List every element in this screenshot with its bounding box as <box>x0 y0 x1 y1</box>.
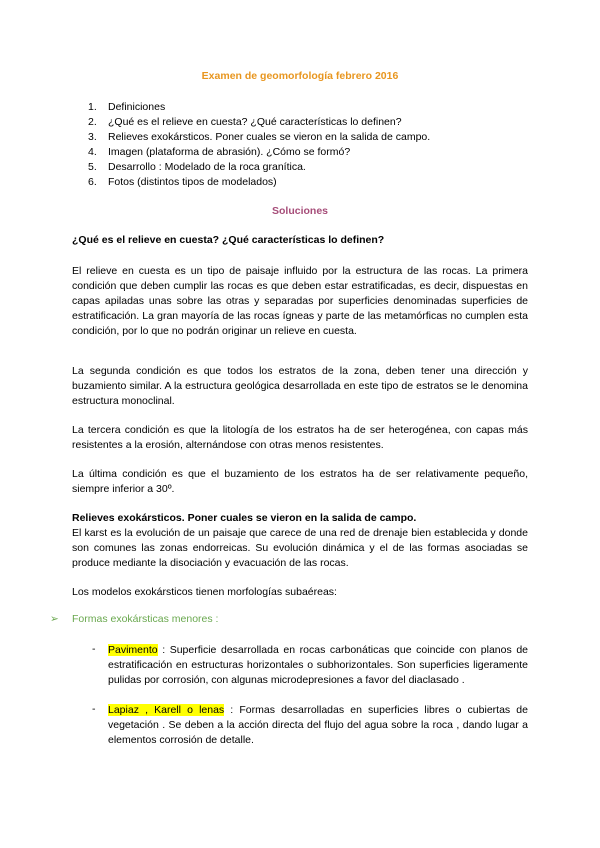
list-item <box>108 643 528 688</box>
paragraph: Los modelos exokársticos tienen morfologías subaéreas: <box>72 586 337 598</box>
list-item <box>88 115 430 130</box>
forms-heading-text: Formas exokársticas menores : <box>72 613 219 625</box>
list-text: Desarrollo : Modelado de la roca granítica. <box>108 161 306 173</box>
list-text: Fotos (distintos tipos de modelados) <box>108 176 277 188</box>
list-number: 4. <box>88 146 97 158</box>
list-number: 2. <box>88 116 97 128</box>
question-heading-cuesta: ¿Qué es el relieve en cuesta? ¿Qué características lo definen? <box>72 234 385 246</box>
paragraph: El relieve en cuesta es un tipo de paisaje influido por la estructura de las rocas. La primera condición que deben cumplir las rocas es que deben estar estratificadas, es decir, dispuestas en capas apiladas unas sobre las otras y separadas por superficies denominadas superficies de estratificación. La gran mayoría de las rocas ígneas y parte de las metamórficas no cumplen esta condición, por lo que no podrán originar un relieve en cuesta. <box>72 265 528 337</box>
list-text: Definiciones <box>108 101 166 113</box>
solutions-heading: Soluciones <box>271 205 328 217</box>
paragraph: La última condición es que el buzamiento de los estratos ha de ser relativamente pequeño, siempre inferior a 30º. <box>72 468 528 495</box>
list-text: Imagen (plataforma de abrasión). ¿Cómo se formó? <box>108 146 351 158</box>
list-number: 6. <box>88 176 97 188</box>
list-item <box>88 175 430 190</box>
highlighted-term: Lapiaz , Karell o lenas <box>108 704 225 716</box>
paragraph: El karst es la evolución de un paisaje que carece de una red de drenaje bien establecida y donde son comunes las zonas endorreicas. Su evolución dinámica y el de las formas asociadas se produce mediante la disociación y evacuación de las rocas. <box>72 527 528 569</box>
document-title: Examen de geomorfología febrero 2016 <box>201 70 399 82</box>
arrow-bullet-icon: ➢ <box>50 613 59 625</box>
list-item <box>88 160 430 175</box>
list-item <box>88 100 430 115</box>
bullet-dash: - <box>92 643 96 655</box>
bullet-text: : Superficie desarrollada en rocas carbonáticas que coincide con planos de estratificación en estructuras horizontales o subhorizontales. Son superficies ligeramente pulidas por corrosión, con algunas microdepresiones a favor del diaclasado . <box>108 644 528 686</box>
highlighted-term: Pavimento <box>108 644 158 656</box>
paragraph: La segunda condición es que todos los estratos de la zona, deben tener una dirección y buzamiento similar. A la estructura geológica desarrollada en este tipo de estratos se le denomina estructura monoclinal. <box>72 365 528 407</box>
question-heading-exokarst: Relieves exokársticos. Poner cuales se vieron en la salida de campo. <box>72 512 417 524</box>
forms-heading <box>50 613 218 625</box>
list-item <box>108 703 528 748</box>
bullet-text: : Formas desarrolladas en superficies libres o cubiertas de vegetación . Se deben a la acción directa del flujo del agua sobre la roca , dando lugar a elementos corrosión de detalle. <box>108 704 528 746</box>
list-text: ¿Qué es el relieve en cuesta? ¿Qué características lo definen? <box>108 116 402 128</box>
list-text: Relieves exokársticos. Poner cuales se vieron en la salida de campo. <box>108 131 431 143</box>
exam-question-list <box>88 100 430 190</box>
paragraph: La tercera condición es que la litología de los estratos ha de ser heterogénea, con capas más resistentes a la erosión, alternándose con otras menos resistentes. <box>72 424 528 451</box>
list-item <box>88 130 430 145</box>
bullet-dash: - <box>92 703 96 715</box>
list-number: 5. <box>88 161 97 173</box>
list-number: 3. <box>88 131 97 143</box>
list-number: 1. <box>88 101 97 113</box>
list-item <box>88 145 430 160</box>
